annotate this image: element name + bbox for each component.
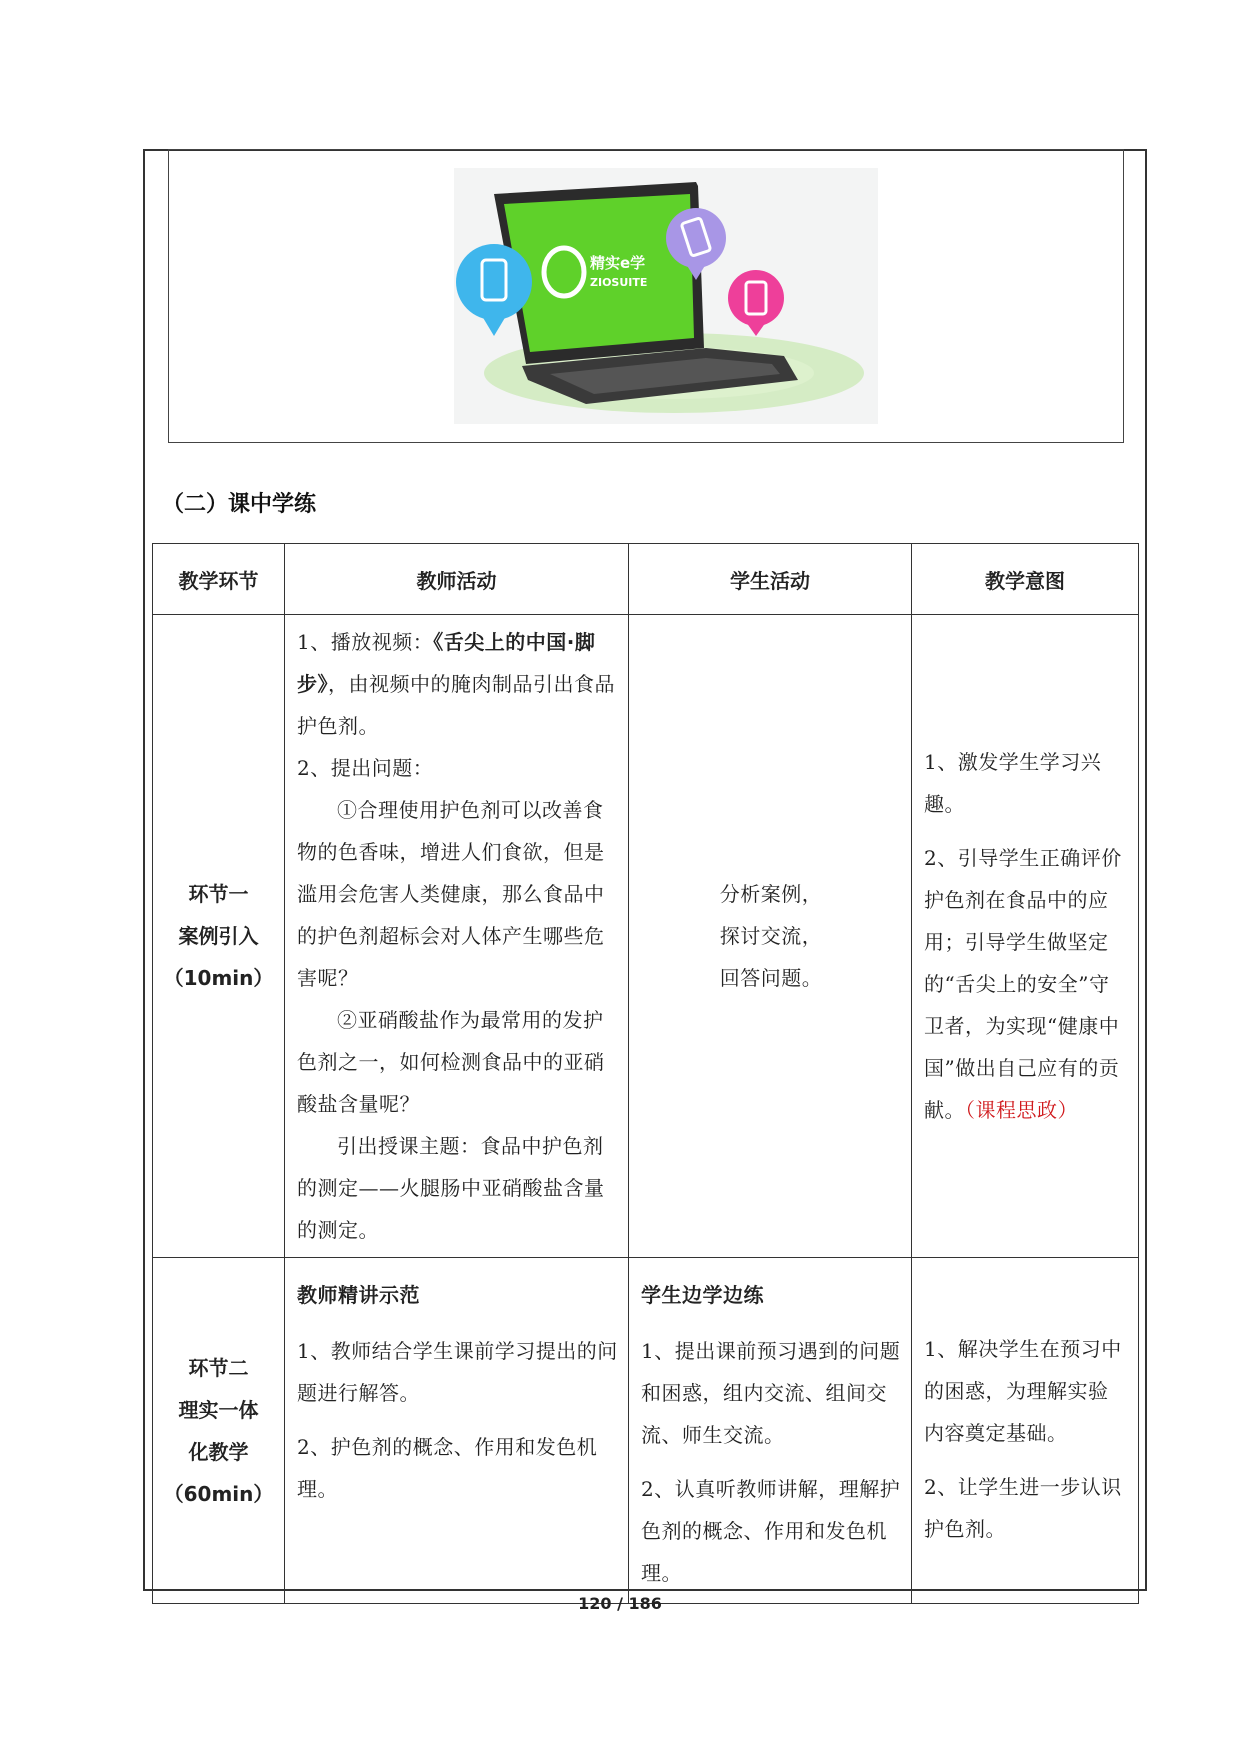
- stage-line: 环节二: [188, 1355, 249, 1380]
- page-number: 120 / 186: [578, 1594, 662, 1613]
- section-title: （二）课中学练: [162, 492, 317, 517]
- table-row: [153, 1258, 1139, 1604]
- teacher-paragraph: 2、护色剂的概念、作用和发色机理。: [297, 1435, 598, 1501]
- header-intent: 教学意图: [912, 544, 1139, 615]
- teacher-paragraph: 引出授课主题：食品中护色剂的测定——火腿肠中亚硝酸盐含量的测定。: [297, 1134, 605, 1242]
- header-student: 学生活动: [629, 544, 912, 615]
- student-activity-cell: [629, 615, 912, 1258]
- stage-line: （60min）: [163, 1481, 274, 1506]
- student-activity-cell: [629, 1258, 912, 1604]
- stage-line: 化教学: [188, 1439, 249, 1464]
- student-lines: [720, 873, 823, 999]
- video-title: 《舌尖上的中国·脚步》: [297, 630, 596, 696]
- teacher-subheading: 教师精讲示范: [297, 1283, 420, 1307]
- teacher-paragraph: 1、教师结合学生课前学习提出的问题进行解答。: [297, 1339, 618, 1405]
- student-paragraph: 2、认真听教师讲解，理解护色剂的概念、作用和发色机理。: [641, 1477, 901, 1585]
- intent-paragraph: 2、让学生进一步认识护色剂。: [924, 1475, 1122, 1541]
- table-header-row: [153, 544, 1139, 615]
- teacher-paragraph: 2、提出问题：: [297, 756, 434, 780]
- student-line: 回答问题。: [719, 966, 823, 990]
- laptop-illustration: [454, 168, 878, 424]
- text-span: 2、引导学生正确评价护色剂在食品中的应用；引导学生做坚定的“舌尖上的安全”守卫者，为实现“健康中国”做出自己应有的贡献。: [924, 846, 1122, 1122]
- intent-cell: [912, 615, 1139, 1258]
- text-span: 1、播放视频：: [297, 630, 434, 654]
- teacher-activity-cell: [285, 615, 629, 1258]
- header-stage: 教学环节: [153, 544, 285, 615]
- stage-line: 环节一: [188, 882, 249, 906]
- teacher-paragraph: [297, 621, 618, 747]
- intent-paragraph: 1、解决学生在预习中的困惑，为理解实验内容奠定基础。: [924, 1337, 1122, 1445]
- logo-en-text: ZIOSUITE: [590, 276, 648, 289]
- student-subheading: 学生边学边练: [641, 1283, 764, 1307]
- intent-cell: [912, 1258, 1139, 1604]
- text-span: ，由视频中的腌肉制品引出食品护色剂。: [297, 672, 615, 738]
- lesson-table: [152, 543, 1139, 1604]
- stage-cell: [153, 1258, 285, 1604]
- student-line: 探讨交流，: [719, 924, 823, 948]
- teacher-paragraph: ②亚硝酸盐作为最常用的发护色剂之一，如何检测食品中的亚硝酸盐含量呢？: [297, 1008, 605, 1116]
- header-teacher: 教师活动: [285, 544, 629, 615]
- intent-paragraph: 1、激发学生学习兴趣。: [924, 750, 1102, 816]
- teacher-paragraph: ①合理使用护色剂可以改善食物的色香味，增进人们食欲，但是滥用会危害人类健康，那么食品中的护色剂超标会对人体产生哪些危害呢？: [297, 798, 605, 990]
- stage-line: （10min）: [163, 966, 274, 990]
- laptop-graphic: [454, 168, 878, 424]
- stage-cell: [153, 615, 285, 1258]
- table-row: [153, 615, 1139, 1258]
- teacher-activity-cell: [285, 1258, 629, 1604]
- intent-paragraph: [924, 837, 1128, 1131]
- stage-line: 案例引入: [178, 924, 259, 948]
- student-paragraph: 1、提出课前预习遇到的问题和困惑，组内交流、组间交流、师生交流。: [641, 1339, 901, 1447]
- logo-cn-text: 精实e学: [590, 254, 646, 272]
- stage-line: 理实一体: [178, 1397, 259, 1422]
- student-line: 分析案例，: [719, 882, 823, 906]
- ideology-tag: （课程思政）: [965, 1098, 1078, 1122]
